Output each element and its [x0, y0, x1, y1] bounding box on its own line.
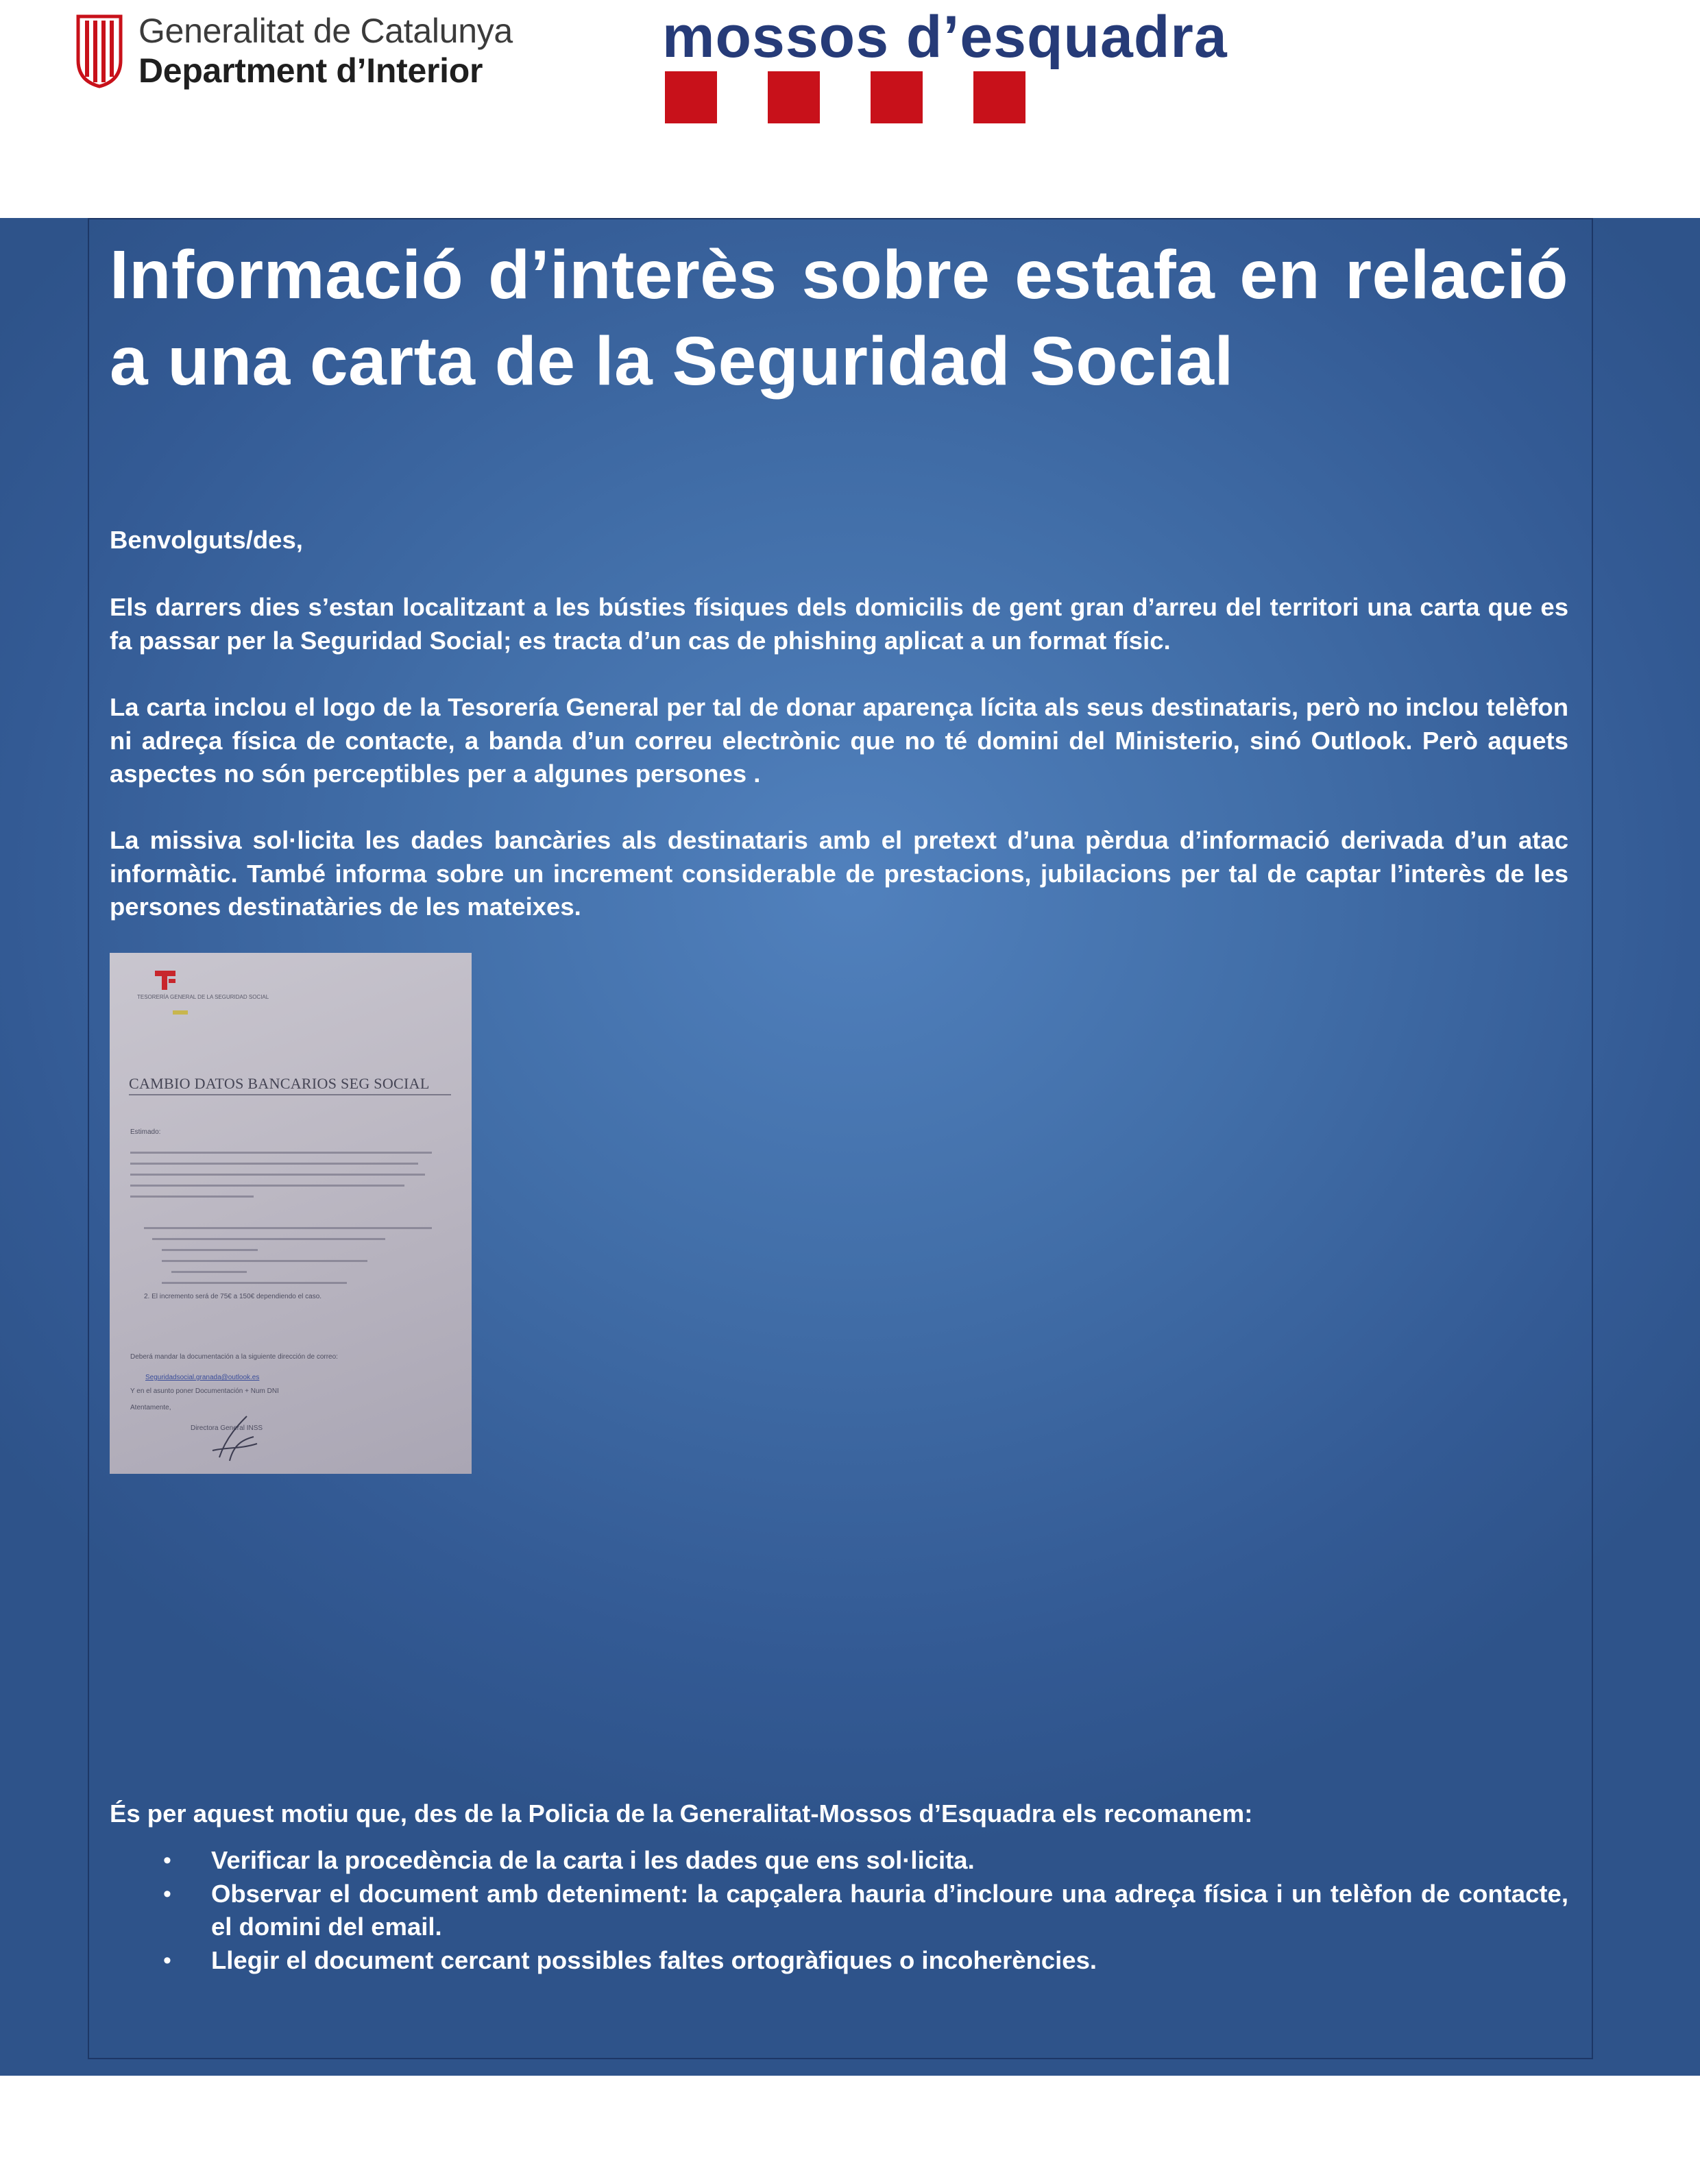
mossos-logo — [662, 0, 1228, 74]
catalan-flag-emblem-icon — [75, 12, 123, 89]
letter-salutation: Estimado: — [130, 1128, 161, 1136]
letter-email: Seguridadsocial.granada@outlook.es — [145, 1374, 260, 1381]
publication-date: Octubre, 2021 — [747, 2151, 931, 2183]
generalitat-logo — [75, 10, 513, 92]
greeting: Benvolguts/des, — [110, 526, 303, 554]
letter-increment-line: 2. El incremento será de 75€ a 150€ dependiendo el caso. — [144, 1293, 322, 1300]
bullet-icon: • — [163, 1947, 171, 1974]
letter-signer: Directora General INSS — [191, 1424, 263, 1432]
letter-rule — [129, 1094, 451, 1095]
generalitat-name: Generalitat de Catalunya — [138, 12, 513, 50]
letter-text-line — [130, 1152, 432, 1154]
red-square — [871, 71, 923, 123]
red-square — [973, 71, 1025, 123]
panel-border-bottom — [88, 2058, 1593, 2059]
panel-border-top — [88, 218, 1593, 219]
red-square — [665, 71, 717, 123]
recommendation-intro: És per aquest motiu que, des de la Policia de la Generalitat-Mossos d’Esquadra els recomanem: — [110, 1799, 1253, 1828]
recommendation-item — [110, 1844, 1568, 1878]
mossos-red-squares — [665, 71, 1056, 125]
letter-title: CAMBIO DATOS BANCARIOS SEG SOCIAL — [129, 1075, 430, 1092]
recommendation-text: Verificar la procedència de la carta i les dades que ens sol·licita. — [211, 1846, 975, 1874]
emergency-notice: Si sou víctimes d'un delicte, aviseu immediatament els Mossos d'Esquadra al telèfon 112. — [165, 2085, 1254, 2113]
letter-text-line — [162, 1282, 347, 1284]
bullet-icon: • — [163, 1847, 171, 1873]
paragraph-1: Els darrers dies s’estan localitzant a les bústies físiques dels domicilis de gent gran d’arreu del territori una carta que es fa passar per la Seguridad Social; es tracta d’un cas de phishing aplicat a un format físic. — [110, 593, 1568, 655]
red-square — [768, 71, 820, 123]
recommendation-item — [110, 1944, 1568, 1978]
notice-panel — [0, 218, 1700, 2183]
letter-stamp — [173, 1010, 188, 1015]
letter-text-line — [130, 1174, 425, 1176]
letter-text-line — [171, 1271, 247, 1273]
letter-text-line — [162, 1260, 367, 1262]
paragraph-3: La missiva sol·licita les dades bancàries als destinataris amb el pretext d’una pèrdua d’informació derivada d’un atac informàtic. També informa sobre un increment considerable de prestacions, jubilacions per tal de captar l’interès de les persones destinatàries de les mateixes. — [110, 826, 1568, 921]
letter-text-line — [130, 1185, 404, 1187]
recommendation-text: Llegir el document cercant possibles faltes ortogràfiques o incoherències. — [211, 1945, 1097, 1974]
recommendation-item — [110, 1878, 1568, 1944]
letter-subject-line: Y en el asunto poner Documentación + Num DNI — [130, 1387, 279, 1395]
paragraph-2: La carta inclou el logo de la Tesorería General per tal de donar aparença lícita als seus destinataris, però no inclou telèfon ni adreça física de contacte, a banda d’un correu electrònic que no té domini del Ministerio, sinó Outlook. Però aquets aspectes no són perceptibles per a algunes persones . — [110, 693, 1568, 788]
letter-org-name: TESORERÍA GENERAL DE LA SEGURIDAD SOCIAL — [137, 994, 269, 1000]
panel-border-right — [1592, 218, 1593, 2058]
letter-text-line — [162, 1249, 258, 1251]
page-title: Informació d’interès sobre estafa en relació a una carta de la Seguridad Social — [110, 236, 1568, 400]
panel-border-left — [88, 218, 89, 2058]
recommendation-list — [110, 1844, 1568, 1977]
fraud-letter-photo — [110, 953, 472, 1474]
letter-text-line — [152, 1238, 385, 1240]
letter-closing: Atentamente, — [130, 1404, 171, 1411]
letter-text-line — [144, 1227, 432, 1229]
signature-scribble-icon — [192, 1409, 267, 1464]
bullet-icon: • — [163, 1880, 171, 1907]
tesoreria-logo-icon — [152, 968, 178, 993]
recommendation-text: Observar el document amb deteniment: la capçalera hauria d’incloure una adreça física i un telèfon de contacte, el domini del email. — [211, 1879, 1568, 1941]
department-name: Department d’Interior — [138, 51, 483, 90]
letter-text-line — [130, 1196, 254, 1198]
mossos-wordmark: mossos d’esquadra — [662, 4, 1228, 70]
letter-send-line: Deberá mandar la documentación a la siguiente dirección de correo: — [130, 1353, 338, 1361]
letter-text-line — [130, 1163, 418, 1165]
